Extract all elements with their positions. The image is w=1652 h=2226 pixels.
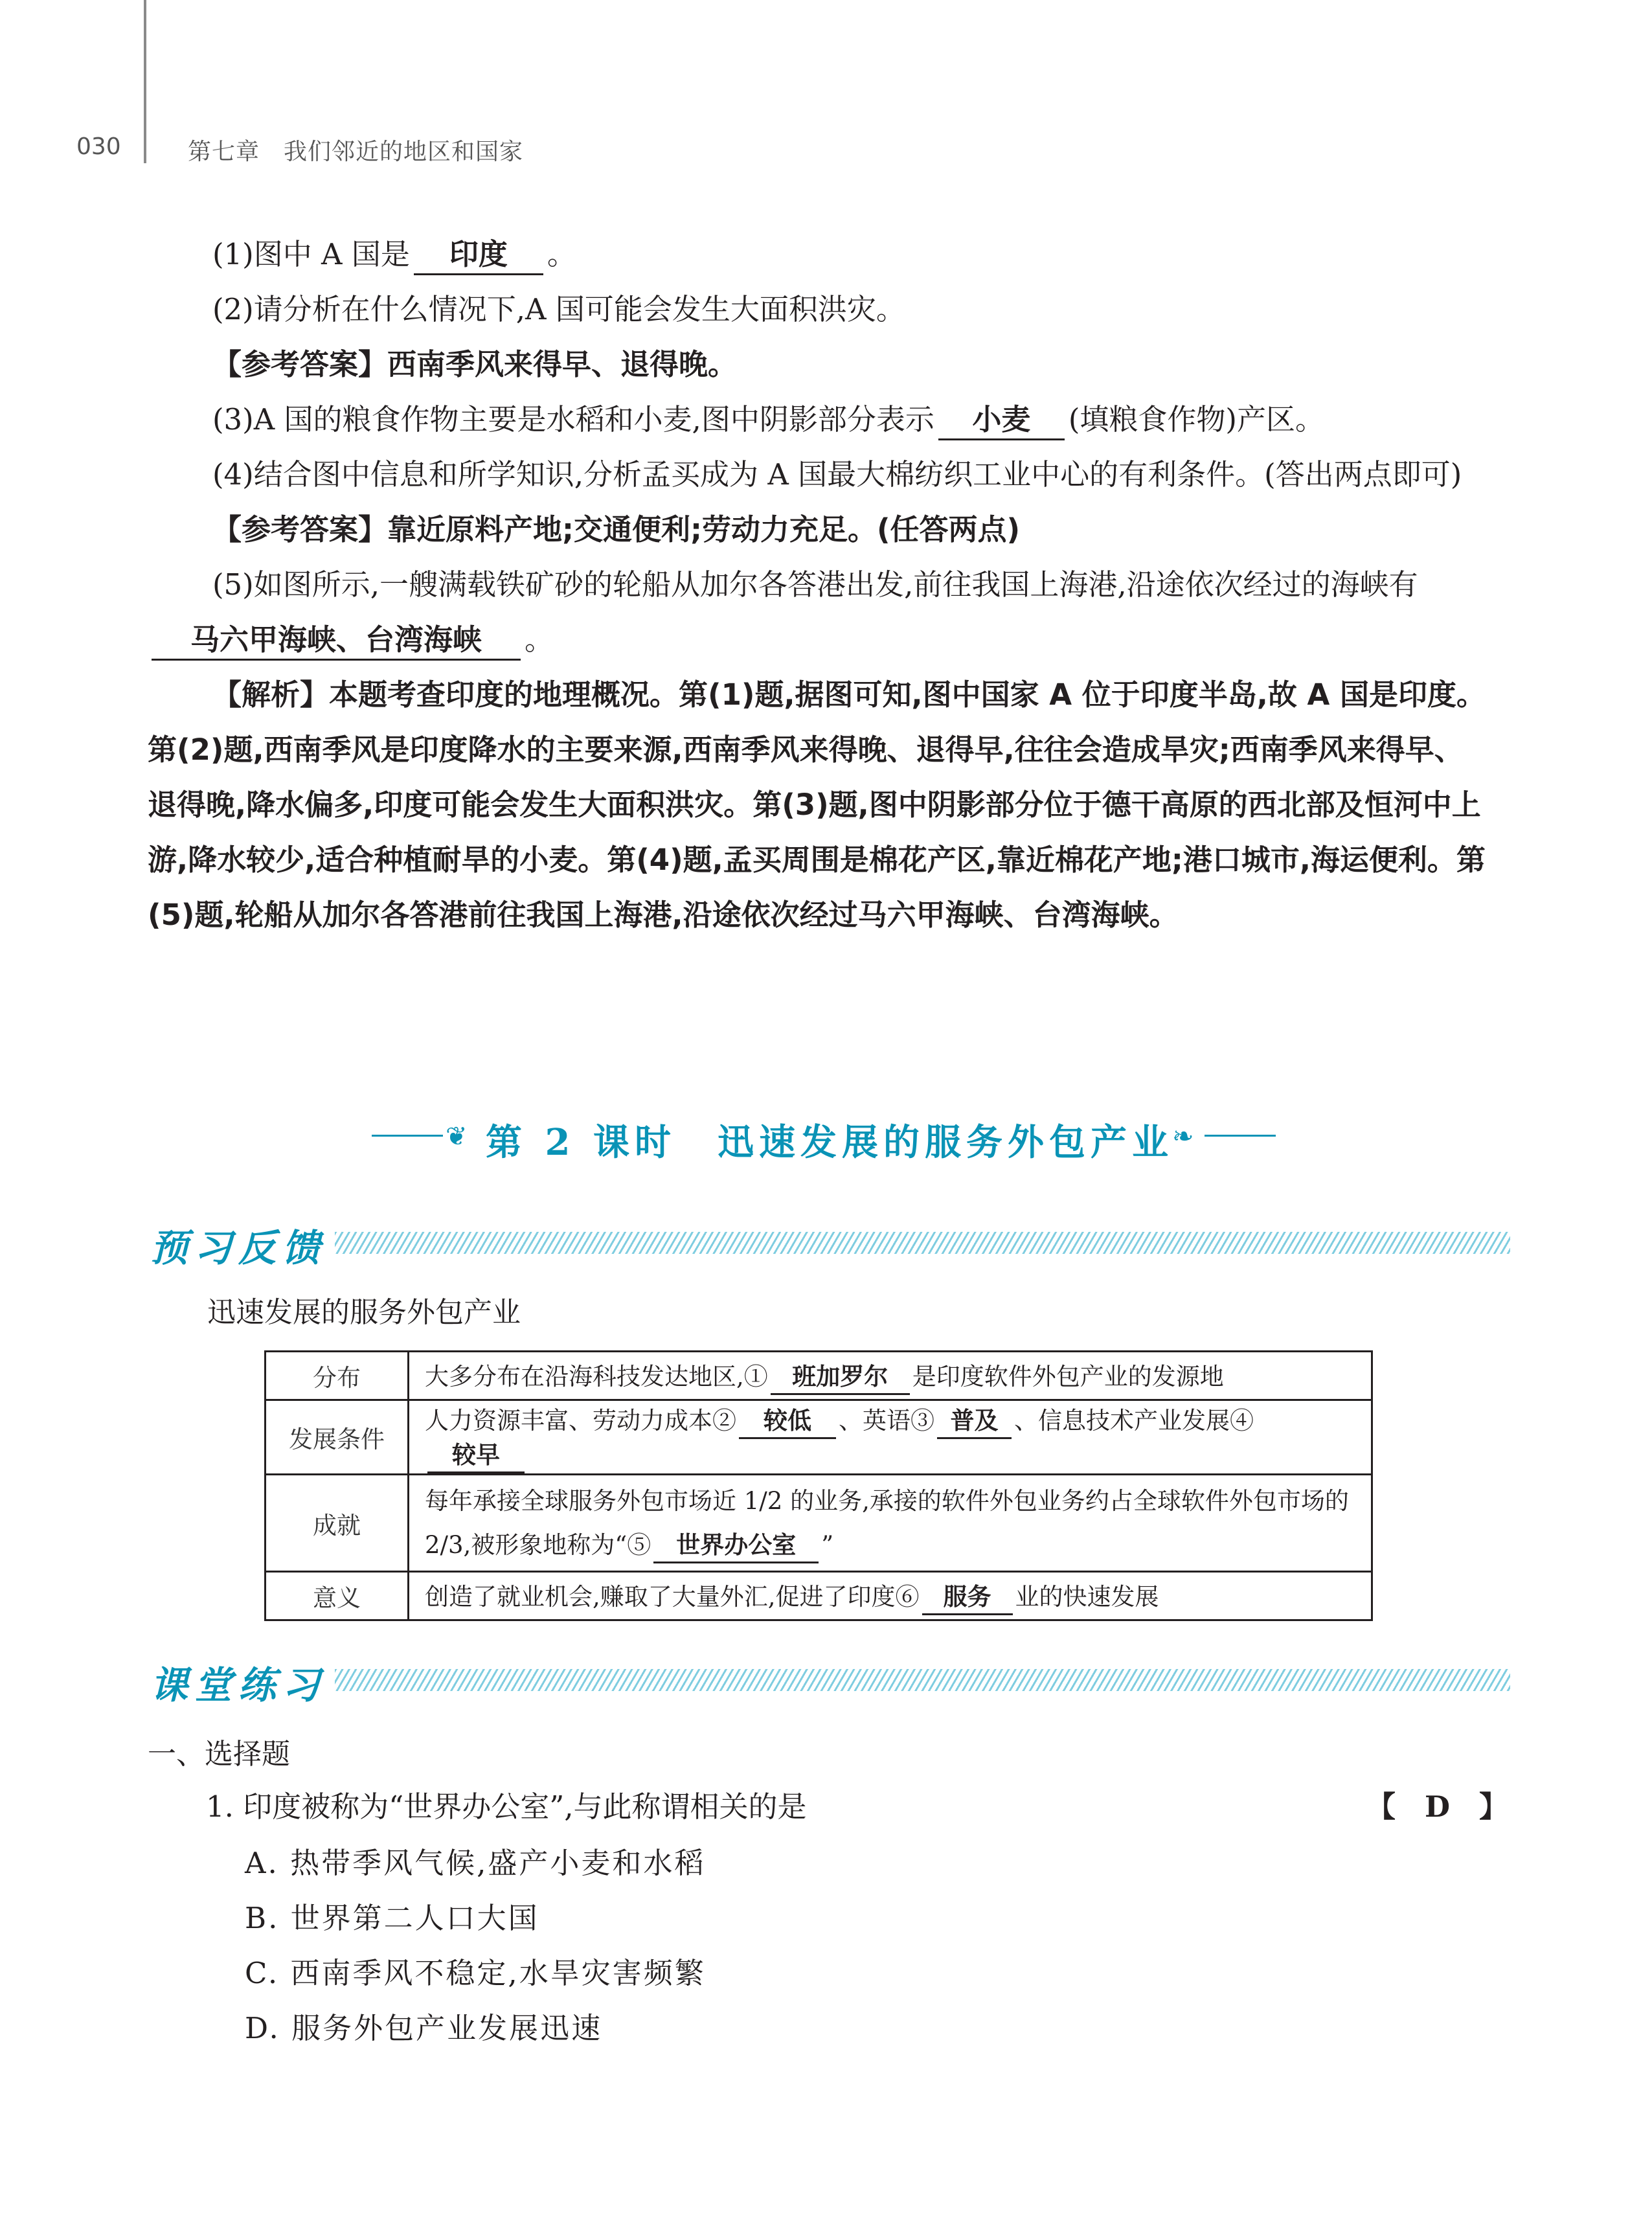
row-content: 创造了就业机会,赚取了大量外汇,促进了印度⑥ 服务 业的快速发展 (409, 1572, 1372, 1620)
answer-bracket: 【 D 】 (1366, 1789, 1509, 1824)
table-row (266, 1572, 1372, 1620)
practice-section-header (150, 1655, 1510, 1707)
answer-blank-1: 印度 (414, 236, 543, 275)
option-b: B. 世界第二人口大国 (245, 1901, 539, 1935)
hatch-bar (335, 1669, 1510, 1691)
question-block (148, 227, 1488, 942)
option-d: D. 服务外包产业发展迅速 (245, 2011, 603, 2045)
reference-answer-4: 【参考答案】靠近原料产地;交通便利;劳动力充足。(任答两点) (212, 512, 1021, 547)
lesson-title: 第 2 课时 迅速发展的服务外包产业 (486, 1121, 1173, 1164)
analysis: 【解析】本题考查印度的地理概况。第(1)题,据图可知,图中国家 A 位于印度半岛,故 A 国是印度。第(2)题,西南季风是印度降水的主要来源,西南季风来得晚、退得早,往往会造成旱灾;西南季风来得早、退得晚,降水偏多,印度可能会发生大面积洪灾。第(3)题,图中阴影部分位于德干高原的西北部及恒河中上游,降水较少,适合种植耐旱的小麦。第(4)题,孟买周围是棉花产区,靠近棉花产地;港口城市,海运便利。第(5)题,轮船从加尔各答港前往我国上海港,沿途依次经过马六甲海峡、台湾海峡。 (148, 677, 1486, 932)
hatch-bar (335, 1232, 1510, 1254)
table-row (266, 1352, 1372, 1400)
row-content: 大多分布在沿海科技发达地区,① 班加罗尔 是印度软件外包产业的发源地 (409, 1352, 1372, 1400)
question-4: (4)结合图中信息和所学知识,分析孟买成为 A 国最大棉纺织工业中心的有利条件。(答出两点即可) (212, 457, 1462, 492)
preview-section-header (150, 1218, 1510, 1270)
preview-label: 预习反馈 (150, 1226, 327, 1270)
row-head: 意义 (266, 1572, 409, 1620)
question-3: (3)A 国的粮食作物主要是水稻和小麦,图中阴影部分表示 小麦 (填粮食作物)产区。 (148, 392, 1488, 447)
ornament-left-icon: ❦ (446, 1122, 468, 1152)
answer-blank-5: 马六甲海峡、台湾海峡 (152, 621, 521, 661)
table-row (266, 1475, 1372, 1572)
reference-answer-2: 【参考答案】西南季风来得早、退得晚。 (212, 347, 738, 381)
row-content: 人力资源丰富、劳动力成本② 较低 、英语③ 普及 、信息技术产业发展④较早 (409, 1400, 1372, 1475)
option-a: A. 热带季风气候,盛产小麦和水稻 (245, 1846, 706, 1880)
table-row (266, 1400, 1372, 1475)
question-2: (2)请分析在什么情况下,A 国可能会发生大面积洪灾。 (212, 292, 905, 326)
lesson-rule-left (372, 1135, 443, 1137)
preview-subtitle: 迅速发展的服务外包产业 (207, 1296, 521, 1329)
row-content: 每年承接全球服务外包市场近 1/2 的业务,承接的软件外包业务约占全球软件外包市场的 2/3,被形象地称为“⑤ 世界办公室 ” (409, 1475, 1372, 1572)
header-divider (144, 0, 146, 163)
ornament-right-icon: ❧ (1172, 1122, 1194, 1152)
info-table (264, 1350, 1373, 1621)
chapter-title: 第七章 我们邻近的地区和国家 (188, 139, 524, 165)
option-c: C. 西南季风不稳定,水旱灾害频繁 (245, 1956, 706, 1990)
choice-question-1: 1. 印度被称为“世界办公室”,与此称谓相关的是 (206, 1789, 807, 1824)
row-head: 成就 (266, 1475, 409, 1572)
row-head: 发展条件 (266, 1400, 409, 1475)
row-head: 分布 (266, 1352, 409, 1400)
section-heading: 一、选择题 (148, 1738, 290, 1771)
question-1: (1)图中 A 国是 印度 。 (148, 227, 1488, 282)
answer-blank-3: 小麦 (938, 401, 1065, 440)
lesson-rule-right (1205, 1135, 1276, 1137)
page-number: 030 (76, 133, 121, 160)
practice-label: 课堂练习 (150, 1663, 327, 1707)
question-5: (5)如图所示,一艘满载铁矿砂的轮船从加尔各答港出发,前往我国上海港,沿途依次经过的海峡有马六甲海峡、台湾海峡 。 (148, 557, 1488, 667)
lesson-header (0, 1109, 1652, 1164)
